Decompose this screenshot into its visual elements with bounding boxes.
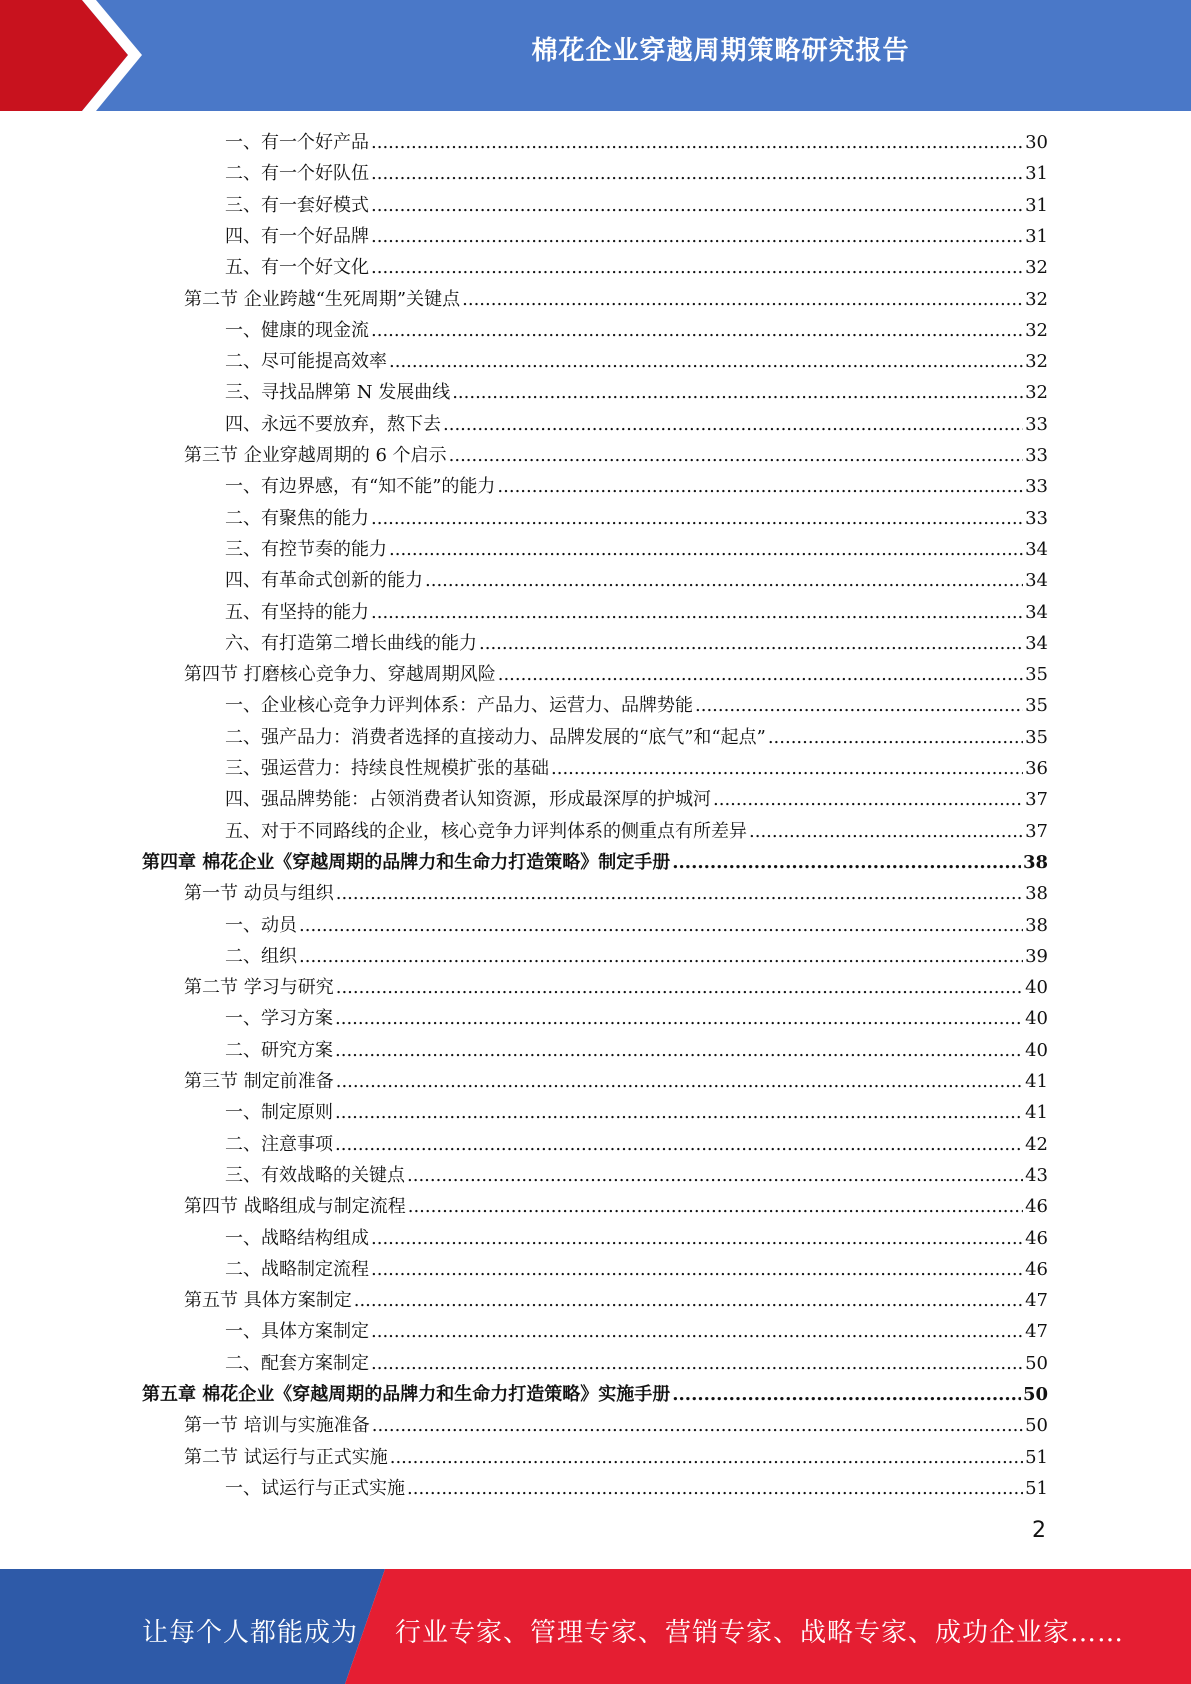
toc-entry-title: 二、战略制定流程 [225,1258,369,1280]
toc-dot-leader [299,941,1023,972]
toc-dot-leader [672,1379,1021,1410]
toc-entry-page: 33 [1025,507,1048,529]
toc-dot-leader [335,1097,1023,1128]
toc-dot-leader [335,1003,1023,1034]
toc-dot-leader [749,816,1023,847]
toc-entry[interactable] [184,659,1048,690]
toc-entry[interactable] [225,190,1048,221]
toc-entry[interactable] [225,1348,1048,1379]
toc-dot-leader [452,377,1023,408]
toc-entry[interactable] [225,784,1048,815]
toc-dot-leader [371,252,1023,283]
toc-entry[interactable] [184,1066,1048,1097]
toc-dot-leader [551,753,1023,784]
toc-entry[interactable] [225,315,1048,346]
toc-dot-leader [336,1066,1023,1097]
toc-dot-leader [389,534,1023,565]
toc-entry-page: 32 [1025,382,1048,404]
toc-entry-title: 三、寻找品牌第 N 发展曲线 [225,382,451,404]
toc-dot-leader [497,471,1023,502]
toc-dot-leader [407,1160,1023,1191]
toc-dot-leader [371,1348,1023,1379]
toc-entry-title: 一、具体方案制定 [225,1321,369,1343]
toc-entry[interactable] [184,1285,1048,1316]
toc-entry-page: 39 [1025,945,1048,967]
toc-entry[interactable] [225,1473,1048,1504]
toc-dot-leader [768,722,1023,753]
toc-entry-page: 41 [1025,1071,1048,1092]
toc-dot-leader [695,690,1023,721]
toc-entry-page: 38 [1022,851,1048,873]
toc-entry-title: 第五节 具体方案制定 [184,1290,352,1312]
toc-entry-title: 四、强品牌势能：占领消费者认知资源，形成最深厚的护城河 [225,789,711,811]
toc-entry-title: 一、制定原则 [225,1102,333,1124]
toc-entry-page: 31 [1025,194,1048,216]
toc-entry[interactable] [225,252,1048,283]
toc-entry[interactable] [225,565,1048,596]
toc-entry[interactable] [225,1160,1048,1191]
page-footer [0,1569,1191,1684]
toc-entry-title: 二、组织 [225,945,297,967]
toc-entry[interactable] [225,1129,1048,1160]
toc-entry-title: 三、有控节奏的能力 [225,538,387,560]
toc-entry[interactable] [225,941,1048,972]
toc-entry-title: 二、配套方案制定 [225,1352,369,1374]
toc-entry[interactable] [184,1442,1048,1473]
toc-entry-title: 第一节 动员与组织 [184,883,334,905]
footer-slogan-left: 让每个人都能成为 [142,1618,359,1648]
toc-entry-title: 六、有打造第二增长曲线的能力 [225,632,477,654]
toc-entry-title: 二、尽可能提高效率 [225,351,387,373]
toc-entry-page: 35 [1025,695,1048,717]
toc-entry[interactable] [225,1097,1048,1128]
toc-entry-title: 二、有一个好队伍 [225,163,369,185]
toc-entry-page: 31 [1025,225,1048,247]
toc-entry-page: 41 [1025,1102,1048,1124]
toc-dot-leader [371,1254,1023,1285]
toc-entry[interactable] [184,284,1048,315]
toc-dot-leader [479,628,1023,659]
toc-entry[interactable] [184,440,1048,471]
toc-entry-title: 五、有一个好文化 [225,257,369,279]
toc-entry-title: 二、有聚焦的能力 [225,507,369,529]
toc-entry[interactable] [225,1254,1048,1285]
footer-slogan-right: 行业专家、管理专家、营销专家、战略专家、成功企业家…… [395,1618,1125,1648]
toc-entry-title: 二、研究方案 [225,1039,333,1061]
toc-entry[interactable] [225,471,1048,502]
toc-dot-leader [371,315,1023,346]
page-header [0,0,1191,111]
toc-entry-page: 33 [1025,413,1048,435]
toc-entry-title: 第三节 企业穿越周期的 6 个启示 [184,445,447,466]
toc-dot-leader [371,158,1023,189]
toc-dot-leader [354,1285,1023,1316]
toc-dot-leader [713,784,1023,815]
toc-entry-title: 第四章 棉花企业《穿越周期的品牌力和生命力打造策略》制定手册 [142,851,671,873]
toc-entry-title: 三、强运营力：持续良性规模扩张的基础 [225,758,549,779]
toc-entry-page: 32 [1025,257,1048,279]
toc-entry-page: 37 [1025,789,1048,811]
toc-entry-title: 第五章 棉花企业《穿越周期的品牌力和生命力打造策略》实施手册 [142,1384,671,1405]
toc-entry[interactable] [184,878,1048,909]
page-number: 2 [1032,1518,1046,1543]
toc-entry-page: 32 [1025,351,1048,373]
toc-entry[interactable] [225,346,1048,377]
toc-entry-title: 四、永远不要放弃，熬下去 [225,413,441,435]
arrow-decoration-icon [0,0,160,111]
toc-dot-leader [335,1129,1023,1160]
toc-entry-title: 一、有一个好产品 [225,132,369,153]
toc-dot-leader [425,565,1023,596]
toc-entry[interactable] [142,1379,1048,1410]
toc-dot-leader [371,221,1023,252]
toc-entry[interactable] [225,690,1048,721]
toc-entry[interactable] [225,158,1048,189]
toc-entry-page: 31 [1025,163,1048,185]
toc-entry[interactable] [184,972,1048,1003]
toc-entry-page: 33 [1025,445,1048,466]
toc-entry-page: 38 [1025,914,1048,936]
toc-entry[interactable] [184,1410,1048,1441]
toc-entry-title: 第四节 战略组成与制定流程 [184,1196,406,1218]
toc-dot-leader [462,284,1023,315]
toc-dot-leader [336,878,1023,909]
toc-dot-leader [371,503,1023,534]
toc-entry-title: 一、企业核心竞争力评判体系：产品力、运营力、品牌势能 [225,695,693,717]
toc-dot-leader [390,1442,1023,1473]
toc-entry-page: 50 [1022,1384,1048,1405]
toc-dot-leader [372,1410,1023,1441]
toc-entry-page: 51 [1025,1477,1048,1499]
toc-entry[interactable] [225,910,1048,941]
toc-dot-leader [335,1035,1023,1066]
toc-dot-leader [449,440,1023,471]
toc-entry-page: 32 [1025,319,1048,341]
toc-entry-page: 34 [1025,632,1048,654]
toc-entry[interactable] [225,1223,1048,1254]
toc-dot-leader [371,190,1023,221]
report-title: 棉花企业穿越周期策略研究报告 [531,36,910,66]
toc-entry-title: 第二节 学习与研究 [184,977,334,999]
toc-entry-title: 一、试运行与正式实施 [225,1477,405,1499]
toc-entry-page: 37 [1025,820,1048,842]
toc-entry[interactable] [225,1035,1048,1066]
toc-entry-title: 第四节 打磨核心竞争力、穿越周期风险 [184,664,496,686]
toc-entry[interactable] [184,1191,1048,1222]
toc-dot-leader [408,1191,1023,1222]
toc-entry[interactable] [225,409,1048,440]
toc-entry-title: 二、强产品力：消费者选择的直接动力、品牌发展的“底气”和“起点” [225,726,766,748]
toc-entry-page: 35 [1025,726,1048,748]
toc-entry-title: 一、战略结构组成 [225,1227,369,1249]
toc-entry[interactable] [225,722,1048,753]
toc-entry-page: 47 [1025,1321,1048,1343]
toc-entry-page: 40 [1025,1039,1048,1061]
toc-entry[interactable] [225,816,1048,847]
toc-entry-title: 第二节 试运行与正式实施 [184,1446,388,1468]
toc-entry-page: 46 [1025,1227,1048,1249]
toc-entry-title: 二、注意事项 [225,1133,333,1155]
toc-entry[interactable] [225,1316,1048,1347]
toc-entry[interactable] [225,628,1048,659]
toc-entry-title: 五、对于不同路线的企业，核心竞争力评判体系的侧重点有所差异 [225,820,747,842]
toc-entry[interactable] [225,597,1048,628]
toc-entry-page: 36 [1025,758,1048,779]
toc-entry-page: 46 [1025,1258,1048,1280]
toc-entry-title: 五、有坚持的能力 [225,601,369,623]
toc-entry-page: 33 [1025,476,1048,498]
toc-entry[interactable] [225,127,1048,158]
toc-dot-leader [672,847,1021,878]
toc-entry[interactable] [142,847,1048,878]
toc-entry-title: 一、学习方案 [225,1008,333,1030]
toc-entry-page: 34 [1025,601,1048,623]
toc-dot-leader [407,1473,1023,1504]
toc-entry-title: 四、有革命式创新的能力 [225,570,423,592]
toc-entry-title: 一、动员 [225,914,297,936]
toc-entry-title: 三、有效战略的关键点 [225,1164,405,1186]
toc-dot-leader [371,127,1023,158]
toc-entry-title: 三、有一套好模式 [225,194,369,216]
toc-dot-leader [371,1223,1023,1254]
toc-entry-page: 42 [1025,1133,1048,1155]
toc-dot-leader [336,972,1023,1003]
toc-entry-title: 第二节 企业跨越“生死周期”关键点 [184,288,461,310]
toc-entry-page: 50 [1025,1352,1048,1374]
toc-entry-title: 第一节 培训与实施准备 [184,1415,370,1437]
toc-entry-page: 51 [1025,1446,1048,1468]
toc-dot-leader [299,910,1023,941]
toc-entry-page: 38 [1025,883,1048,905]
toc-dot-leader [498,659,1023,690]
toc-entry[interactable] [225,534,1048,565]
toc-entry-page: 32 [1025,288,1048,310]
toc-entry-title: 四、有一个好品牌 [225,225,369,247]
toc-entry-page: 47 [1025,1290,1048,1312]
toc-entry-title: 一、健康的现金流 [225,319,369,341]
toc-entry-page: 40 [1025,1008,1048,1030]
toc-entry[interactable] [225,221,1048,252]
toc-dot-leader [389,346,1023,377]
toc-dot-leader [443,409,1023,440]
toc-entry-page: 40 [1025,977,1048,999]
toc-entry-title: 一、有边界感，有“知不能”的能力 [225,476,496,498]
toc-entry-title: 第三节 制定前准备 [184,1071,334,1092]
toc-entry-page: 34 [1025,570,1048,592]
toc-entry[interactable] [225,503,1048,534]
toc-entry-page: 35 [1025,664,1048,686]
toc-entry[interactable] [225,1003,1048,1034]
toc-dot-leader [371,1316,1023,1347]
toc-entry-page: 43 [1025,1164,1048,1186]
toc-entry[interactable] [225,377,1048,408]
toc-entry-page: 30 [1025,132,1048,153]
toc-entry-page: 34 [1025,538,1048,560]
toc-entry-page: 50 [1025,1415,1048,1437]
toc-entry-page: 46 [1025,1196,1048,1218]
toc-dot-leader [371,597,1023,628]
toc-entry[interactable] [225,753,1048,784]
